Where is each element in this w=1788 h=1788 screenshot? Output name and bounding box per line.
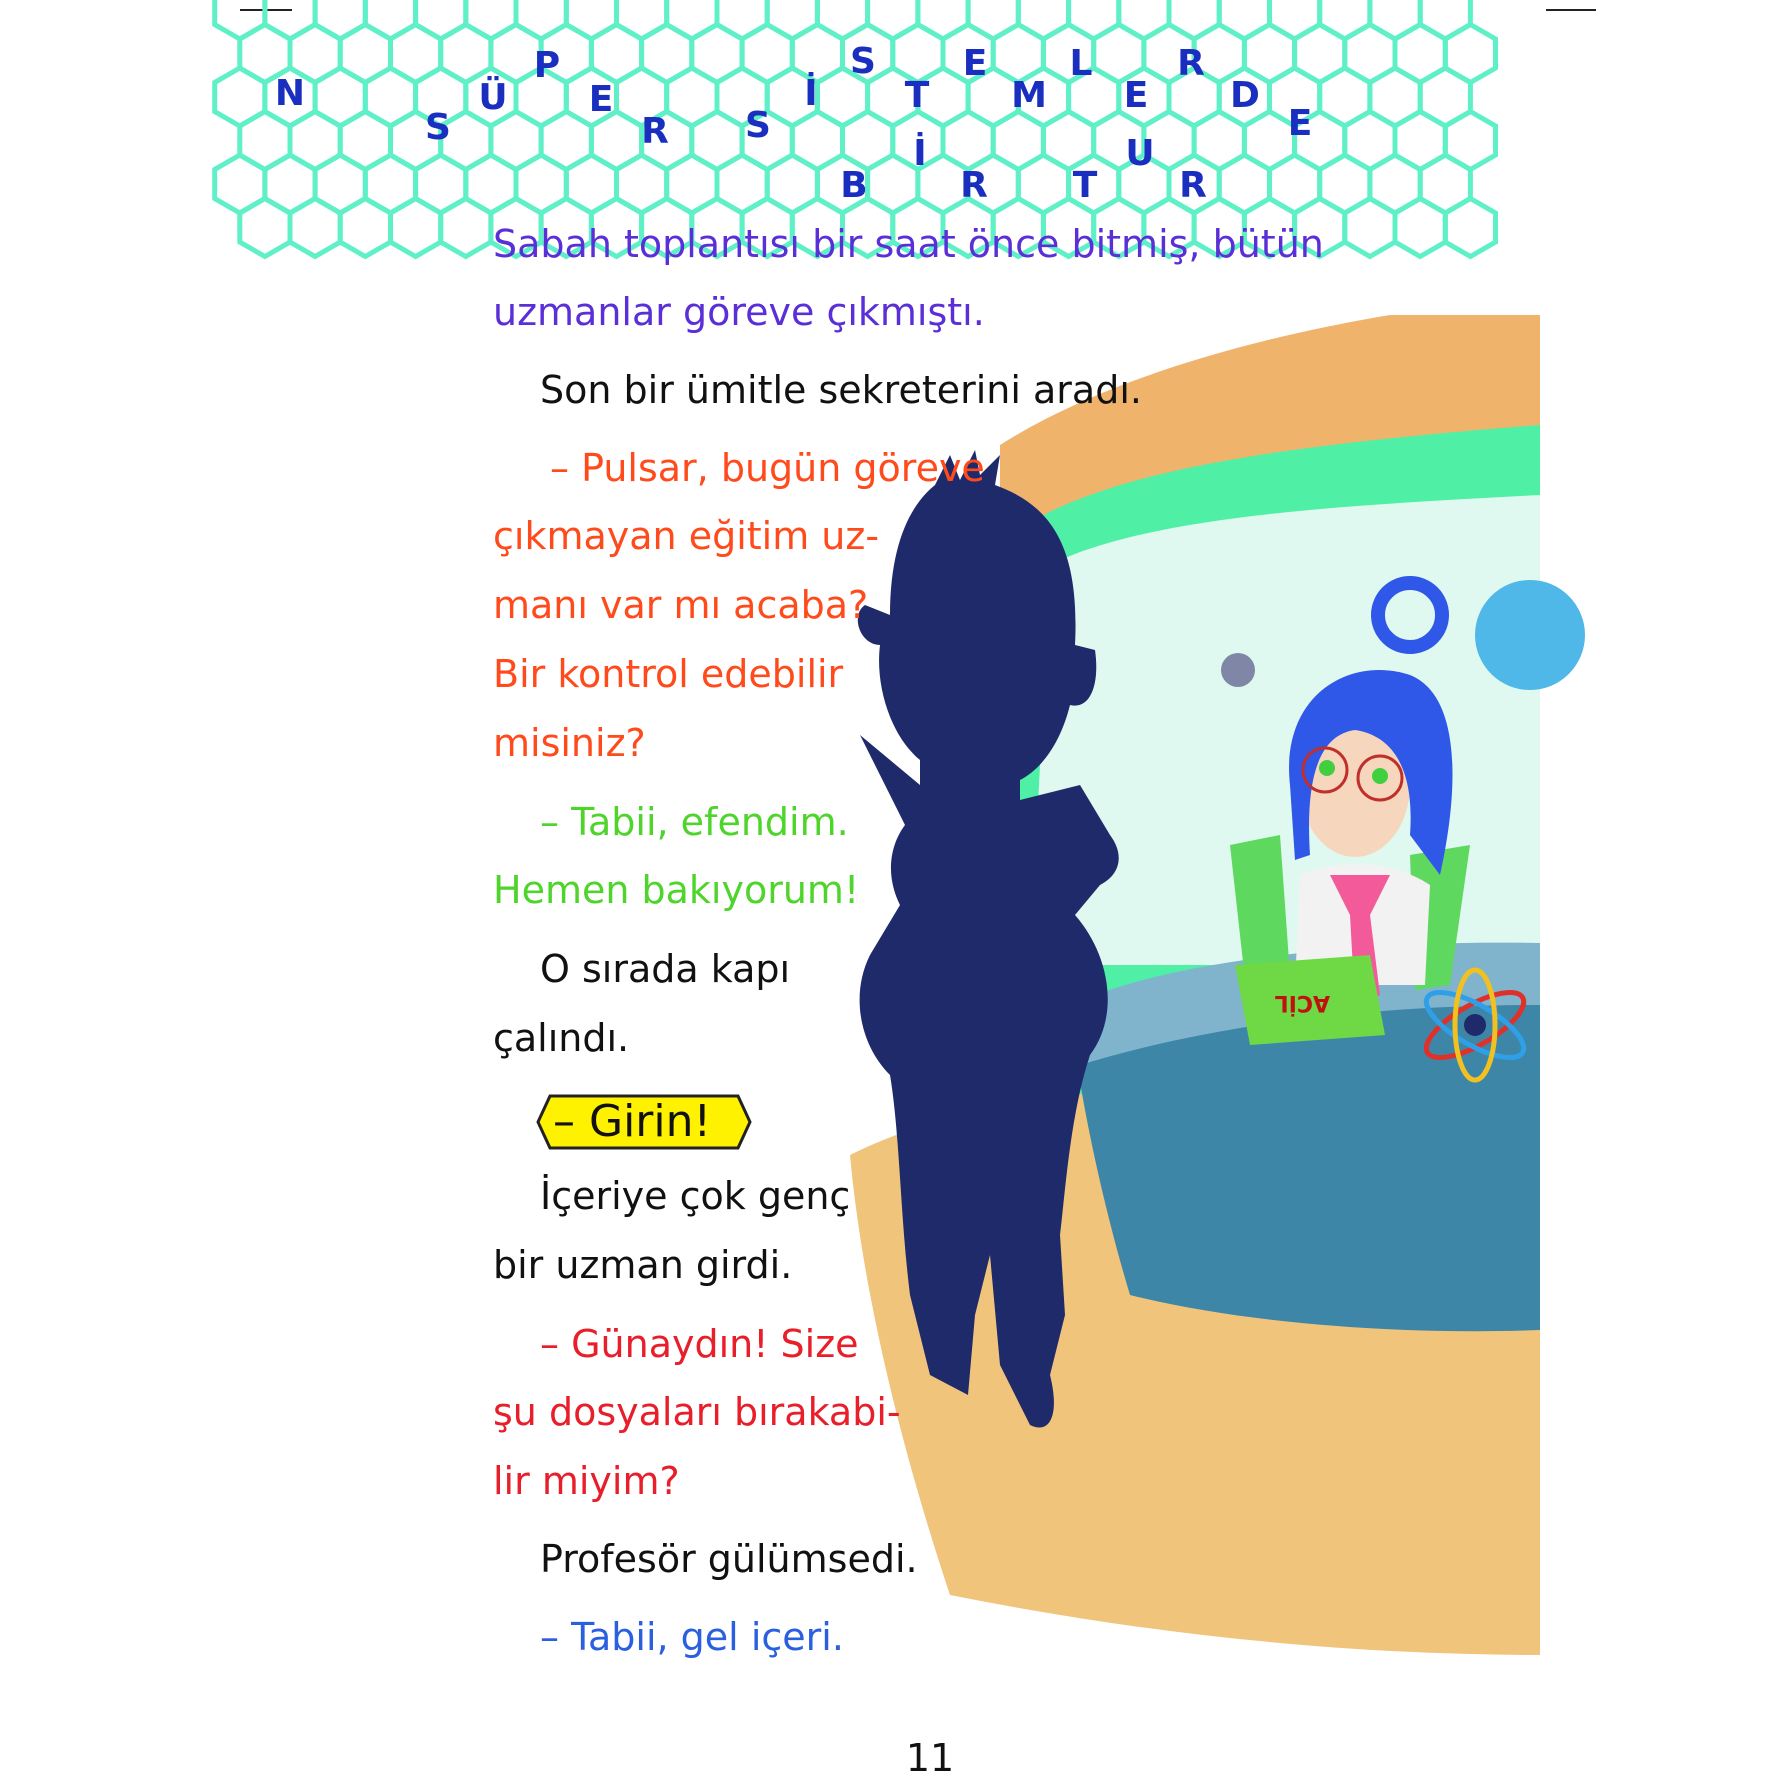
text-line: manı var mı acaba?: [493, 583, 869, 627]
text-line: bir uzman girdi.: [493, 1243, 793, 1287]
text-line: şu dosyaları bırakabi-: [493, 1390, 901, 1434]
banner-letter: R: [960, 165, 988, 206]
hex-cell: [1169, 0, 1219, 39]
hex-cell: [315, 0, 365, 39]
hex-cell: [1119, 0, 1169, 39]
hex-cell: [416, 0, 466, 39]
story-illustration: [850, 315, 1540, 1665]
banner-letter: R: [641, 111, 669, 152]
text-line: Son bir ümitle sekreterini aradı.: [540, 368, 1142, 412]
planet-saturn: [1221, 653, 1255, 687]
banner-letter: T: [1072, 165, 1098, 206]
hex-cell: [441, 199, 491, 257]
hex-cell: [290, 199, 340, 257]
banner-letter: E: [1123, 75, 1149, 116]
banner-letter: Ü: [478, 77, 508, 118]
hex-cell: [817, 0, 867, 39]
eye-right: [1372, 768, 1388, 784]
hex-cell: [667, 0, 717, 39]
hex-cell: [566, 0, 616, 39]
text-line: lir miyim?: [493, 1459, 680, 1503]
text-line: O sırada kapı: [540, 947, 791, 991]
hex-cell: [918, 0, 968, 39]
banner-letter: D: [1230, 75, 1260, 116]
banner-letter: S: [850, 41, 876, 82]
banner-letter: T: [904, 75, 930, 116]
title-banner: [274, 0, 1490, 215]
banner-letter: U: [1125, 133, 1155, 174]
folder-label: ACİL: [1274, 990, 1330, 1015]
text-line: Sabah toplantısı bir saat önce bitmiş, bütün: [493, 222, 1324, 266]
text-line: çıkmayan eğitim uz-: [493, 514, 880, 558]
text-line: – Tabii, efendim.: [540, 800, 849, 844]
banner-letter: E: [962, 43, 988, 84]
text-line: – Tabii, gel içeri.: [540, 1615, 844, 1659]
hex-cell: [767, 0, 817, 39]
banner-letter: E: [588, 79, 614, 120]
hex-cell: [265, 0, 315, 39]
banner-letter: İ: [804, 73, 818, 114]
banner-letter: L: [1069, 43, 1093, 84]
highlight-text: – Girin!: [553, 1096, 712, 1147]
banner-letter: S: [425, 107, 451, 148]
hex-cell: [240, 199, 290, 257]
text-line: Bir kontrol edebilir: [493, 652, 844, 696]
text-line: Profesör gülümsedi.: [540, 1537, 918, 1581]
hex-cell: [968, 0, 1018, 39]
banner-letter: M: [1011, 75, 1047, 116]
text-line: çalındı.: [493, 1016, 630, 1060]
text-line: İçeriye çok genç: [540, 1174, 851, 1218]
text-line: – Pulsar, bugün göreve: [550, 446, 985, 490]
hex-cell: [868, 0, 918, 39]
hex-cell: [1420, 0, 1470, 39]
text-line: uzmanlar göreve çıkmıştı.: [493, 290, 985, 334]
banner-letter: N: [274, 73, 306, 114]
hex-cell: [516, 0, 566, 39]
banner-letter: R: [1179, 165, 1207, 206]
hex-cell: [391, 199, 441, 257]
text-line: Hemen bakıyorum!: [493, 868, 860, 912]
hex-cell: [1395, 199, 1445, 257]
hex-cell: [1345, 199, 1395, 257]
eye-left: [1319, 760, 1335, 776]
hex-cell: [365, 0, 415, 39]
banner-letter: R: [1177, 43, 1205, 84]
banner-letter: S: [745, 105, 771, 146]
window-panel: [1030, 495, 1540, 965]
hex-cell: [1069, 0, 1119, 39]
text-line: misiniz?: [493, 721, 646, 765]
banner-letter: E: [1287, 103, 1313, 144]
hex-cell: [717, 0, 767, 39]
globe: [1475, 580, 1585, 690]
hex-cell: [340, 199, 390, 257]
banner-letter: P: [533, 45, 561, 86]
hex-cell: [1445, 199, 1495, 257]
hex-cell: [215, 0, 265, 39]
crop-mark-right: [1546, 9, 1596, 11]
hex-cell: [1018, 0, 1068, 39]
hex-cell: [617, 0, 667, 39]
banner-letter: B: [840, 165, 868, 206]
hex-cell: [1320, 0, 1370, 39]
hex-cell: [1219, 0, 1269, 39]
text-line: – Günaydın! Size: [540, 1322, 859, 1366]
hex-cell: [1270, 0, 1320, 39]
page-number: 11: [905, 1736, 955, 1780]
banner-letter: İ: [913, 133, 927, 174]
hex-cell: [1370, 0, 1420, 39]
hex-cell: [466, 0, 516, 39]
